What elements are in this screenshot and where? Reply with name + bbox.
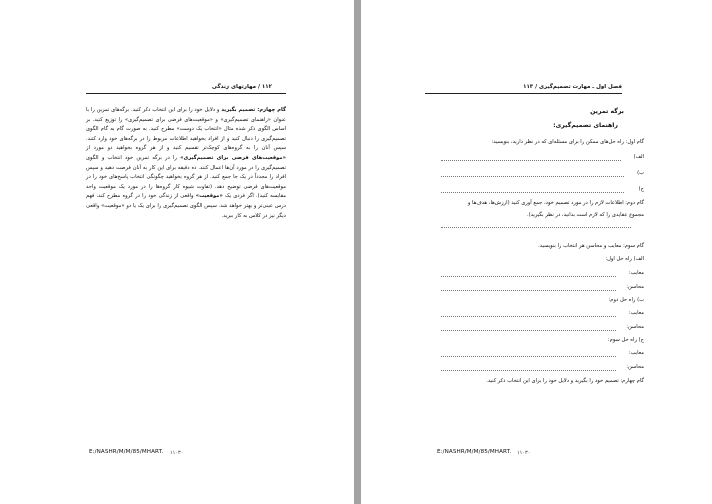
option-a-label: الف) [633,154,644,160]
bold-phrase: «موقعیت‌های فرضی برای تصمیم‌گیری» [180,154,286,161]
advantages-label: محاسن: [626,364,644,370]
disadvantages-label: معایب: [628,350,644,356]
worksheet-subtitle: راهنمای تصمیم‌گیری: [553,122,618,129]
solution-a-label: الف) راه حل اول: [605,256,644,262]
disadvantages-label: معایب: [628,310,644,316]
answer-line[interactable] [441,192,624,193]
answer-line[interactable] [441,370,616,371]
page-header: فصل اول ـ مهارت تصمیم‌گیری / ۱۱۳ [523,84,622,90]
right-page [361,0,712,504]
footer-code: E:/NASHR/M/M/85/MHART. [437,449,512,455]
bold-phrase: گام چهارم: تصمیم بگیرید [221,107,286,113]
advantages-label: محاسن: [626,284,644,290]
answer-line[interactable] [441,160,621,161]
text-run: و دلایل خود را برای این انتخاب ذکر کنید. [129,107,222,113]
footer-number: ۱۱۰۳۰ [170,450,184,456]
answer-line[interactable] [441,316,616,317]
step-2-line-1: گام دوم: اطلاعات لازم را در مورد تصمیم خود، جمع آوری کنید (ارزش‌ها، هدف‌ها و [467,200,644,206]
disadvantages-label: معایب: [628,270,644,276]
answer-line[interactable] [441,276,616,277]
worksheet-title: برگه تمرین [590,108,624,115]
left-page [0,0,354,504]
body-paragraph [86,106,286,221]
answer-line[interactable] [441,290,616,291]
footer-code: E:/NASHR/M/M/85/MHART. [89,449,164,455]
page-header: ۱۱۲ / مهارتهای زندگی [211,84,272,90]
footer-number: ۱۱۰۳۰ [517,450,531,456]
step-2-line-2: مجموع عقایدی را که لازم است بدانید، در نظر بگیرید). [527,212,644,218]
answer-line[interactable] [441,356,616,357]
answer-line[interactable] [441,330,616,331]
option-b-label: ب) [637,170,644,176]
step-4-text: گام چهارم: تصمیم خود را بگیرید و دلایل خود را برای این انتخاب ذکر کنید. [486,378,644,384]
step-3-text: گام سوم: معایب و محاسن هر انتخاب را بنویسید. [538,243,644,249]
text-run: برگه‌های تمرین را با عنوان «راهنمای تصمیم‌گیری» و «موقعیت‌های فرضی برای تصمیم‌گیری» را توزیع کنید. بر اساس الگوی ذکر شده مثال «انتخاب یک دوست» مطرح کنید. به صورت گام به گام الگوی تصمیم‌گیری را دنبال کنید و از افراد بخواهید اطلاعات مربوط را در برگه‌های خود وارد کنند. سپس آنان را به گروه‌های کوچک‌تر تقسیم کنید و از هر گروه بخواهید دو مورد از [86,107,286,152]
bold-phrase: «موقعیت» [195,193,223,200]
advantages-label: محاسن: [626,324,644,330]
option-c-label: ج) [638,186,644,192]
text-run: را در برگه تمرین خود انتخاب و الگوی تصمیم‌گیری را در مورد آن‌ها اعمال کنند. ده دقیقه برای این کار به آنان فرصت دهید و سپس افراد را مجدداً در یک جا جمع کنید. از هر گروه بخواهید چگونگی انتخاب پاسخ‌های خود را در موقعیت‌های فرضی توضیح دهد. (تفاوت شیوه کار گروه‌ها را در مورد یک موقعیت واحد مقایسه کنید). اگر فردی یک [86,154,286,200]
header-rule [86,93,286,94]
header-rule [425,93,622,94]
step-1-text: گام اول: راه حل‌های ممکن را برای مسئله‌ای که در نظر دارید، بنویسید: [491,139,644,145]
text-run: واقعی از زندگی خود را در گروه مطرح کند، فهم درس عینی‌تر و بهتر خواهد شد. سپس الگوی تصمیم‌گیری را برای یک یا دو «موقعیت» واقعی دیگر نیز در کلاس به کار ببرید. [86,193,286,219]
answer-line[interactable] [441,227,631,228]
solution-c-label: ج) راه حل سوم: [607,337,644,343]
solution-b-label: ب) راه حل دوم: [608,297,644,303]
answer-line[interactable] [441,176,624,177]
